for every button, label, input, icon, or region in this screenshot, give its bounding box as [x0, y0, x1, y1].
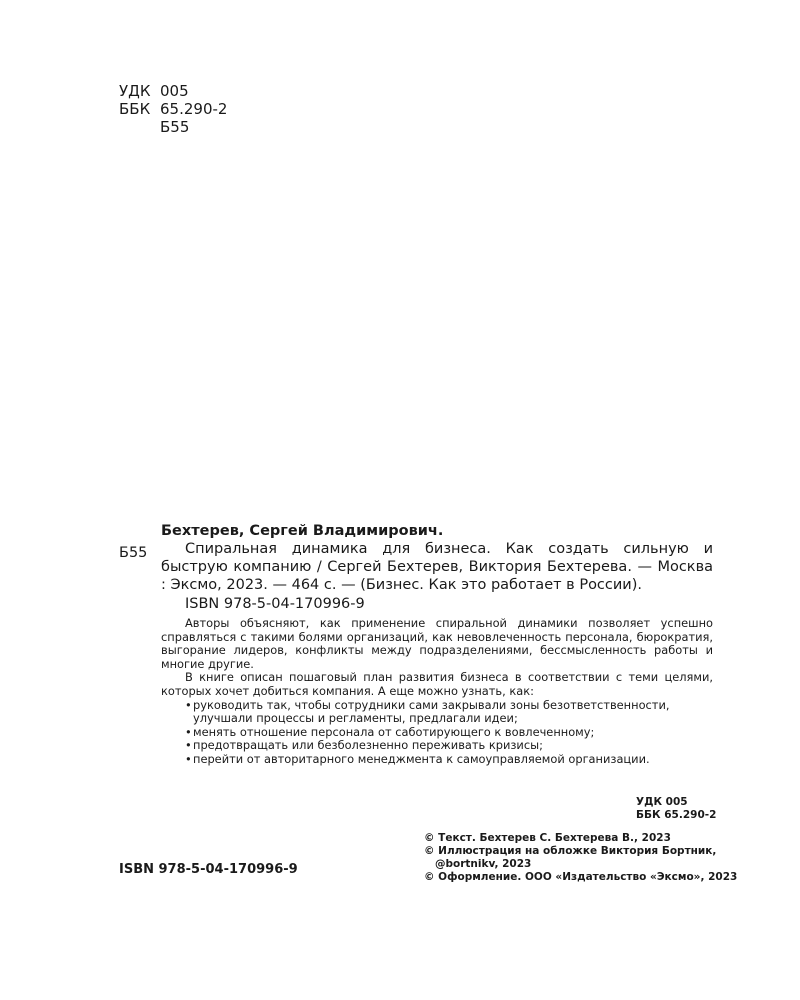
- annotation-list: [161, 699, 713, 767]
- bibliographic-description: [161, 540, 713, 594]
- udk-row: [119, 82, 227, 100]
- annotation: [161, 617, 713, 767]
- bbk-row: [119, 100, 227, 118]
- cutter-row: [119, 118, 227, 136]
- bbk-label: ББК: [119, 100, 151, 118]
- isbn-record: ISBN 978-5-04-170996-9: [185, 596, 365, 612]
- copyright-block: [424, 832, 737, 884]
- list-item: • предотвращать или безболезненно переживать кризисы;: [185, 739, 713, 753]
- classification-codes-top: [119, 82, 227, 136]
- classification-codes-bottom: [636, 796, 716, 822]
- udk-value: 005: [160, 82, 189, 100]
- copyright-text-line: © Текст. Бехтерев С. Бехтерева В., 2023: [424, 832, 671, 844]
- annotation-paragraph-2: В книге описан пошаговый план развития бизнеса в соответствии с теми целями, которых хочет добиться компания. А еще можно узнать, как:: [161, 670, 713, 698]
- isbn-bottom: ISBN 978-5-04-170996-9: [119, 862, 298, 877]
- copyright-design-line: © Оформление. ООО «Издательство «Эксмо», 2023: [424, 871, 738, 883]
- list-item: • менять отношение персонала от саботирующего к вовлеченному;: [185, 726, 713, 740]
- udk-code: УДК 005: [636, 796, 688, 808]
- bbk-value: 65.290-2: [160, 100, 228, 118]
- copyright-illustration-handle: @bortnikv, 2023: [435, 858, 532, 870]
- author-heading: Бехтерев, Сергей Владимирович.: [161, 523, 444, 539]
- list-item: • перейти от авторитарного менеджмента к самоуправляемой организации.: [185, 753, 713, 767]
- cutter-code-top: Б55: [160, 118, 190, 136]
- udk-label: УДК: [119, 82, 151, 100]
- annotation-paragraph-1: Авторы объясняют, как применение спиральной динамики позволяет успешно справляться с такими болями организаций, как невовлеченность персонала, бюрократия, выгорание лидеров, конфликты между подразделениями, бессмысленность работы и многие другие.: [161, 616, 713, 671]
- copyright-illustration-line: © Иллюстрация на обложке Виктория Бортник,: [424, 845, 717, 857]
- list-item: • руководить так, чтобы сотрудники сами закрывали зоны безответственности, улучшали процессы и регламенты, предлагали идеи;: [185, 699, 713, 726]
- bbk-code: ББК 65.290-2: [636, 809, 717, 821]
- description-text: Спиральная динамика для бизнеса. Как создать сильную и быструю компанию / Сергей Бехтерев, Виктория Бехтерева. — Москва : Эксмо, 2023. — 464 с. — (Бизнес. Как это работает в России).: [161, 541, 713, 593]
- cutter-code: Б55: [119, 545, 148, 561]
